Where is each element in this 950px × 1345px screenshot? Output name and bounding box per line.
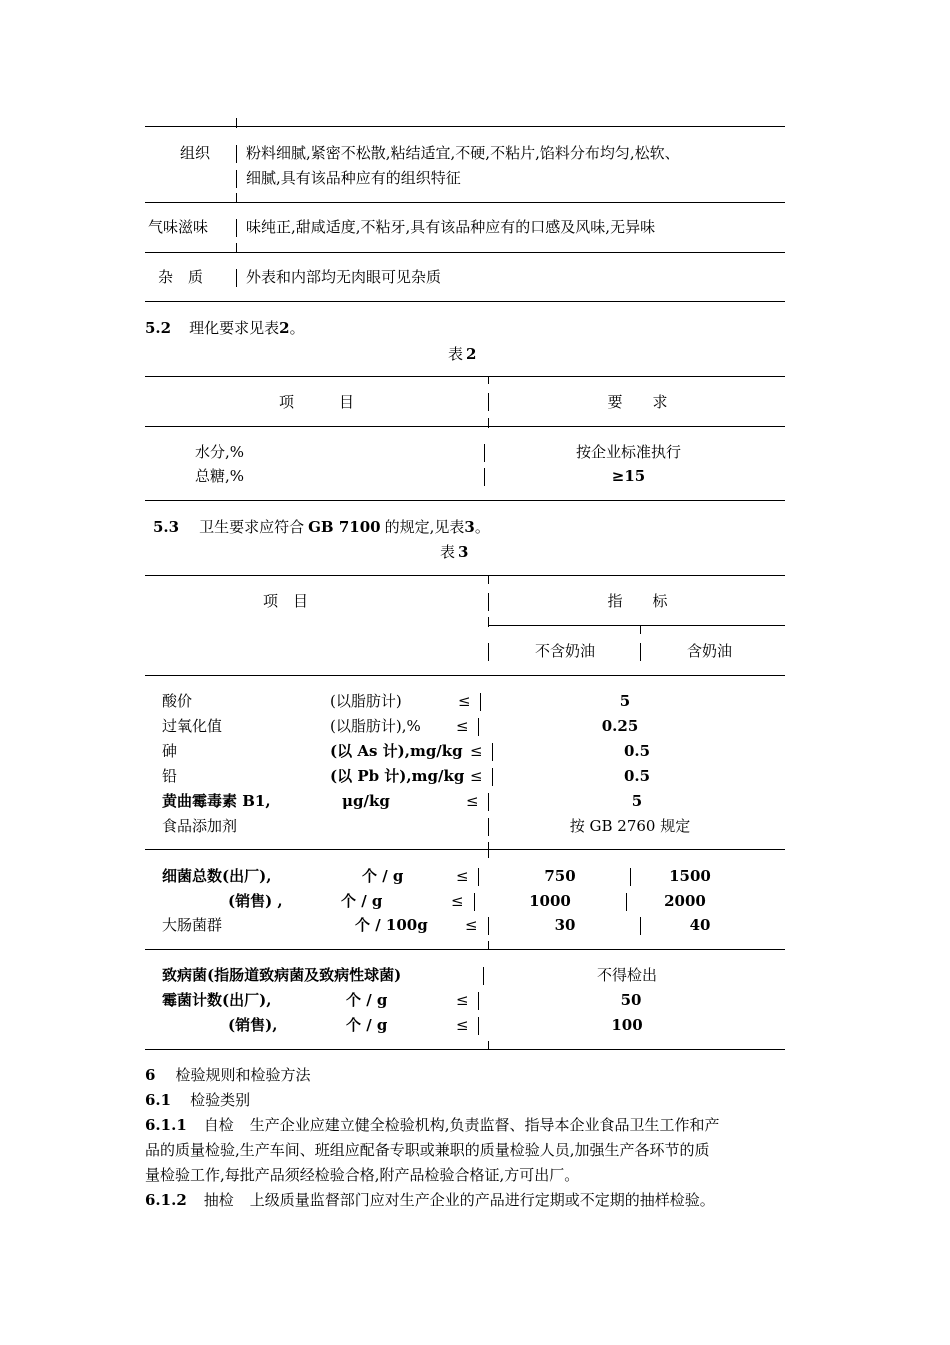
table-3-header-no-cream: 不含奶油 bbox=[534, 642, 595, 660]
section-title: 抽检 bbox=[203, 1191, 234, 1209]
table-1-row-text: 外表和内部均无肉眼可见杂质 bbox=[246, 268, 442, 286]
section-6-1-2 bbox=[145, 1191, 715, 1209]
table-2-header-rule bbox=[145, 426, 785, 427]
table-3-column-divider bbox=[492, 768, 493, 786]
section-5-2 bbox=[145, 319, 305, 337]
table-3-row-unit: 个 / g bbox=[346, 1016, 388, 1034]
section-title: 自检 bbox=[203, 1116, 234, 1134]
table-3-row-name: 酸价 bbox=[162, 692, 193, 710]
table-3-row-value: 0.5 bbox=[623, 767, 651, 785]
table-3-subcolumn-divider bbox=[640, 626, 641, 634]
section-6-heading bbox=[145, 1066, 310, 1084]
table-3-row-value: 0.5 bbox=[623, 742, 651, 760]
table-3-caption bbox=[440, 543, 468, 561]
table-3-row-unit: 个 / 100g bbox=[355, 916, 428, 934]
table-3-row-value-no-cream: 30 bbox=[554, 916, 576, 934]
caption-number: 2 bbox=[466, 345, 477, 363]
section-5-3 bbox=[153, 518, 490, 536]
table-1-column-divider bbox=[236, 269, 237, 287]
table-3-top-rule bbox=[145, 575, 785, 576]
table-2-row-item: 总糖,% bbox=[195, 467, 245, 485]
paragraph-line: 上级质量监督部门应对生产企业的产品进行定期或不定期的抽样检验。 bbox=[249, 1191, 715, 1209]
table-1-row-label: 组织 bbox=[179, 144, 210, 162]
table-3-column-divider bbox=[488, 1041, 489, 1049]
table-1-row-rule bbox=[145, 252, 785, 253]
section-number: 5.3 bbox=[153, 518, 180, 536]
table-1-column-divider bbox=[236, 145, 237, 163]
table-3-row-unit: (以脂肪计) bbox=[330, 692, 402, 710]
table-3-column-divider bbox=[488, 850, 489, 858]
table-3-row-op: ≤ bbox=[458, 692, 471, 710]
table-3-row-name: 大肠菌群 bbox=[162, 916, 223, 934]
paragraph-line: 品的质量检验,生产车间、班组应配备专职或兼职的质量检验人员,加强生产各环节的质 bbox=[145, 1141, 710, 1159]
table-1-row-text: 粉料细腻,紧密不松散,粘结适宜,不硬,不粘片,馅料分布均匀,松软、 bbox=[246, 144, 680, 162]
section-number: 6.1 bbox=[145, 1091, 172, 1109]
table-1-row-label: 杂 质 bbox=[158, 268, 204, 286]
table-3-column-divider bbox=[478, 1017, 479, 1035]
table-1-row-rule bbox=[145, 202, 785, 203]
table-3-row-unit: 个 / g bbox=[341, 892, 383, 910]
table-1-row-text: 味纯正,甜咸适度,不粘牙,具有该品种应有的口感及风味,无异味 bbox=[246, 218, 656, 236]
table-3-row-unit: (以脂肪计),% bbox=[330, 717, 421, 735]
section-number: 6.1.2 bbox=[145, 1191, 187, 1209]
table-3-column-divider bbox=[478, 992, 479, 1010]
table-3-column-divider bbox=[480, 693, 481, 711]
section-6-1-1 bbox=[145, 1116, 720, 1134]
table-ref: 2 bbox=[279, 319, 290, 337]
table-2-row-value: 按企业标准执行 bbox=[575, 443, 681, 461]
section-text: 的规定,见表 bbox=[384, 518, 465, 536]
paragraph-line: 生产企业应建立健全检验机构,负责监督、指导本企业食品卫生工作和产 bbox=[249, 1116, 720, 1134]
section-title: 检验规则和检验方法 bbox=[175, 1066, 311, 1084]
table-3-column-divider bbox=[488, 593, 489, 611]
table-3-row-value-no-cream: 750 bbox=[544, 867, 576, 885]
table-3-column-divider bbox=[488, 793, 489, 811]
section-number: 5.2 bbox=[145, 319, 172, 337]
table-3-subcolumn-divider bbox=[640, 643, 641, 661]
table-3-row-value: 5 bbox=[619, 692, 631, 710]
table-3-column-divider bbox=[492, 743, 493, 761]
table-3-column-divider bbox=[488, 575, 489, 584]
table-3-header-rule bbox=[145, 675, 785, 676]
table-1-bottom-rule bbox=[145, 301, 785, 302]
table-3-row-name: 致病菌(指肠道致病菌及致病性球菌) bbox=[162, 966, 402, 984]
table-3-group-rule bbox=[145, 949, 785, 950]
table-2-header-requirement: 要 求 bbox=[607, 393, 668, 411]
table-2-top-rule bbox=[145, 376, 785, 377]
section-6-1-heading bbox=[145, 1091, 250, 1109]
table-3-row-name: 细菌总数(出厂), bbox=[162, 867, 272, 885]
punctuation: 。 bbox=[289, 319, 305, 337]
table-3-row-op: ≤ bbox=[466, 792, 479, 810]
table-2-row-item: 水分,% bbox=[195, 443, 245, 461]
table-2-column-divider bbox=[484, 444, 485, 462]
table-3-column-divider bbox=[488, 643, 489, 661]
table-3-subcolumn-divider bbox=[630, 868, 631, 886]
table-3-row-name: 黄曲霉毒素 B1, bbox=[162, 792, 271, 810]
table-3-row-unit: (以 As 计),mg/kg bbox=[330, 742, 463, 760]
punctuation: 。 bbox=[474, 518, 490, 536]
table-3-row-name: 砷 bbox=[162, 742, 178, 760]
table-2-column-divider bbox=[488, 376, 489, 384]
table-1-row-text: 细腻,具有该品种应有的组织特征 bbox=[246, 169, 461, 187]
table-3-header-cream: 含奶油 bbox=[686, 642, 732, 660]
table-1-column-divider bbox=[236, 219, 237, 237]
table-3-row-name: 过氧化值 bbox=[162, 717, 223, 735]
table-3-row-op: ≤ bbox=[465, 916, 478, 934]
section-text: 卫生要求应符合 bbox=[199, 518, 305, 536]
table-3-row-unit: 个 / g bbox=[346, 991, 388, 1009]
caption-number: 3 bbox=[458, 543, 469, 561]
table-2-column-divider bbox=[488, 393, 489, 411]
table-3-subcolumn-divider bbox=[626, 893, 627, 911]
table-2-row-value: ≥15 bbox=[611, 467, 646, 485]
table-3-row-value-cream: 40 bbox=[689, 916, 711, 934]
table-3-row-name: 食品添加剂 bbox=[162, 817, 238, 835]
table-3-row-value: 0.25 bbox=[601, 717, 639, 735]
table-3-row-unit: 个 / g bbox=[362, 867, 404, 885]
caption-text: 表 bbox=[448, 345, 464, 363]
table-3-column-divider bbox=[483, 967, 484, 985]
table-3-header-item: 项 目 bbox=[263, 592, 309, 610]
table-3-row-name: (销售), bbox=[228, 1016, 278, 1034]
table-3-header-index: 指 标 bbox=[607, 592, 668, 610]
table-3-group-rule bbox=[145, 849, 785, 850]
table-3-column-divider bbox=[474, 893, 475, 911]
section-text: 理化要求见表 bbox=[189, 319, 280, 337]
table-3-column-divider bbox=[488, 917, 489, 935]
table-3-row-unit: (以 Pb 计),mg/kg bbox=[330, 767, 465, 785]
table-3-row-op: ≤ bbox=[470, 742, 483, 760]
standard-ref: GB 7100 bbox=[308, 518, 381, 536]
table-3-row-op: ≤ bbox=[456, 717, 469, 735]
table-3-bottom-rule bbox=[145, 1049, 785, 1050]
table-3-row-value: 按 GB 2760 规定 bbox=[569, 817, 691, 835]
table-1-column-divider bbox=[236, 170, 237, 188]
table-3-row-value-no-cream: 1000 bbox=[529, 892, 571, 910]
table-3-column-divider bbox=[478, 718, 479, 736]
table-3-row-name: 铅 bbox=[162, 767, 178, 785]
table-2-caption bbox=[448, 345, 476, 363]
table-3-row-value: 5 bbox=[631, 792, 643, 810]
section-title: 检验类别 bbox=[190, 1091, 251, 1109]
table-3-row-unit: μg/kg bbox=[342, 792, 390, 810]
table-3-column-divider bbox=[488, 941, 489, 949]
table-3-row-name: 霉菌计数(出厂), bbox=[162, 991, 272, 1009]
table-3-row-op: ≤ bbox=[451, 892, 464, 910]
table-3-row-op: ≤ bbox=[470, 767, 483, 785]
table-3-subcolumn-divider bbox=[640, 917, 641, 935]
table-3-row-op: ≤ bbox=[456, 867, 469, 885]
table-ref: 3 bbox=[464, 518, 475, 536]
table-1-column-divider bbox=[236, 118, 237, 128]
table-1-top-rule bbox=[145, 126, 785, 127]
table-3-row-value: 不得检出 bbox=[596, 966, 657, 984]
table-3-row-op: ≤ bbox=[456, 991, 469, 1009]
table-3-subheader-rule bbox=[488, 625, 785, 626]
table-3-row-value: 100 bbox=[611, 1016, 643, 1034]
table-3-row-value-cream: 1500 bbox=[669, 867, 711, 885]
table-3-row-name: (销售) , bbox=[228, 892, 283, 910]
caption-text: 表 bbox=[440, 543, 456, 561]
table-2-column-divider bbox=[484, 468, 485, 486]
table-2-bottom-rule bbox=[145, 500, 785, 501]
table-3-row-value-cream: 2000 bbox=[664, 892, 706, 910]
table-3-row-op: ≤ bbox=[456, 1016, 469, 1034]
section-number: 6 bbox=[145, 1066, 156, 1084]
table-3-column-divider bbox=[488, 818, 489, 836]
section-number: 6.1.1 bbox=[145, 1116, 187, 1134]
paragraph-line: 量检验工作,每批产品须经检验合格,附产品检验合格证,方可出厂。 bbox=[145, 1166, 580, 1184]
table-1-row-label: 气味滋味 bbox=[148, 218, 209, 236]
table-2-header-item: 项 目 bbox=[278, 393, 354, 411]
table-3-row-value: 50 bbox=[620, 991, 642, 1009]
table-3-column-divider bbox=[478, 868, 479, 886]
